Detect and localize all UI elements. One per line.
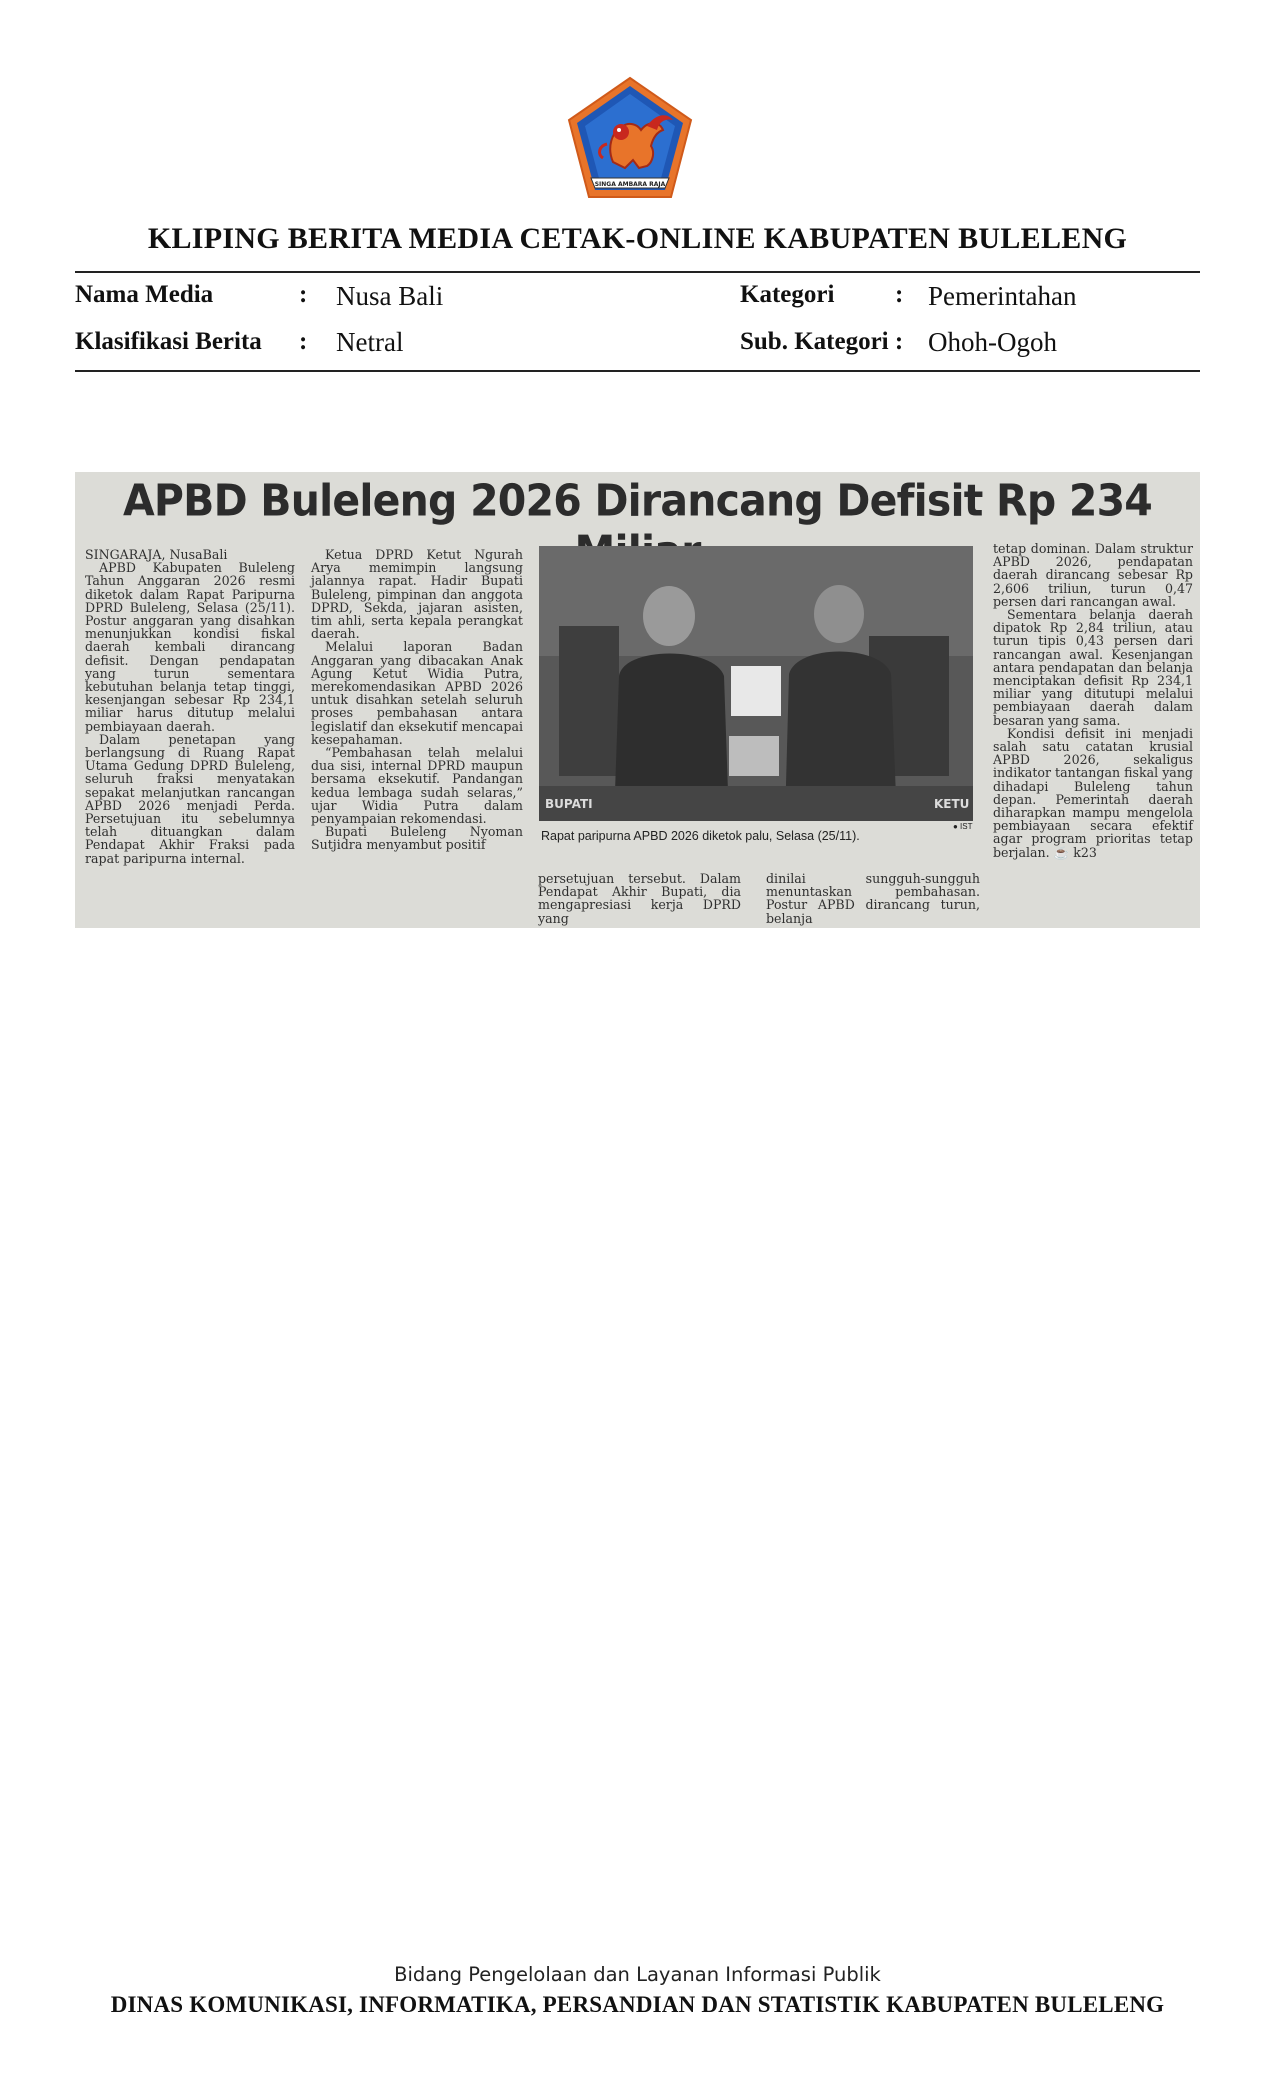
article-column-5 bbox=[993, 542, 1193, 859]
article-photo bbox=[539, 546, 973, 821]
article-dateline: SINGARAJA, NusaBali bbox=[85, 547, 228, 562]
page-title: KLIPING BERITA MEDIA CETAK-ONLINE KABUPATEN BULELENG bbox=[147, 222, 1128, 255]
logo-ribbon-text: SINGA AMBARA RAJA bbox=[594, 181, 666, 188]
article-paragraph: APBD Kabupaten Buleleng Tahun Anggaran 2026 resmi diketok dalam Rapat Paripurna DPRD Buleleng, Selasa (25/11). Postur anggaran yang disahkan menunjukkan kondisi fiskal daerah kembali dirancang defisit. Dengan pendapatan yang turun sementara kebutuhan belanja tetap tinggi, kesenjangan sebesar Rp 234,1 miliar harus ditutup melalui pembiayaan daerah. bbox=[85, 560, 295, 734]
photo-credit: ● IST bbox=[953, 822, 973, 831]
article-paragraph: Kondisi defisit ini menjadi salah satu catatan krusial APBD 2026, sekaligus indikator tantangan fiskal yang dihadapi Buleleng tahun depan. Pemerintah daerah diharapkan mampu mengelola pembiayaan secara efektif agar program prioritas tetap berjalan. ☕ k23 bbox=[993, 725, 1193, 860]
article-column-2 bbox=[311, 548, 523, 852]
article-headline: APBD Buleleng 2026 Dirancang Defisit Rp 234 bbox=[122, 475, 1153, 526]
nama-media-colon: : bbox=[299, 281, 308, 308]
article-paragraph: dinilai sungguh-sungguh menuntaskan pembahasan. Postur APBD dirancang turun, belanja bbox=[766, 871, 980, 926]
kategori-value: Pemerintahan bbox=[928, 281, 1077, 311]
photo-banner-right: KETU bbox=[934, 797, 970, 811]
klasifikasi-label: Klasifikasi Berita bbox=[75, 328, 262, 355]
footer-agency: DINAS KOMUNIKASI, INFORMATIKA, PERSANDIAN DAN STATISTIK KABUPATEN BULELENG bbox=[110, 1992, 1165, 2017]
sub-kategori-label: Sub. Kategori : bbox=[740, 328, 904, 355]
nama-media-label: Nama Media bbox=[75, 281, 214, 308]
article-paragraph: Dalam penetapan yang berlangsung di Ruang Rapat Utama Gedung DPRD Buleleng, seluruh fraksi menyatakan sepakat melanjutkan rancangan APBD 2026 menjadi Perda. Persetujuan itu sebelumnya telah dituangkan dalam Pendapat Akhir Fraksi pada rapat paripurna internal. bbox=[85, 731, 295, 866]
article-paragraph: tetap dominan. Dalam struktur APBD 2026, pendapatan daerah dirancang sebesar Rp 2,606 triliun, turun 0,47 persen dari rancangan awal. bbox=[993, 541, 1193, 609]
kabupaten-buleleng-emblem-icon bbox=[563, 74, 697, 201]
header-divider-top bbox=[75, 271, 1200, 273]
sub-kategori-value: Ohoh-Ogoh bbox=[928, 327, 1057, 357]
photo-caption: Rapat paripurna APBD 2026 diketok palu, Selasa (25/11). bbox=[541, 829, 860, 843]
photo-banner-left: BUPATI bbox=[545, 797, 593, 811]
article-paragraph: persetujuan tersebut. Dalam Pendapat Akhir Bupati, dia mengapresiasi kerja DPRD yang bbox=[538, 871, 741, 926]
footer-department: Bidang Pengelolaan dan Layanan Informasi Publik bbox=[394, 1963, 881, 1986]
article-column-3 bbox=[538, 872, 741, 925]
klasifikasi-colon: : bbox=[299, 328, 308, 355]
klasifikasi-value: Netral bbox=[336, 327, 404, 357]
article-column-4 bbox=[766, 872, 980, 925]
article-column-1 bbox=[85, 548, 295, 865]
newspaper-clipping bbox=[75, 472, 1200, 928]
article-paragraph: Bupati Buleleng Nyoman Sutjidra menyambut positif bbox=[311, 824, 523, 853]
article-paragraph: “Pembahasan telah melalui dua sisi, internal DPRD maupun bersama eksekutif. Pandangan kedua lembaga sudah selaras,” ujar Widia Putra dalam penyampaian rekomendasi. bbox=[311, 745, 523, 827]
article-paragraph: Ketua DPRD Ketut Ngurah Arya memimpin langsung jalannya rapat. Hadir Bupati Buleleng, pimpinan dan anggota DPRD, Sekda, jajaran asisten, tim ahli, serta kepala perangkat daerah. bbox=[311, 547, 523, 642]
header-divider-bottom bbox=[75, 370, 1200, 372]
kategori-label: Kategori bbox=[740, 281, 835, 308]
nama-media-value: Nusa Bali bbox=[336, 281, 444, 311]
article-paragraph: Sementara belanja daerah dipatok Rp 2,84 triliun, atau turun tipis 0,43 persen dari rancangan awal. Kesenjangan antara pendapatan dan belanja menciptakan defisit Rp 234,1 miliar yang ditutupi melalui pembiayaan daerah dalam besaran yang sama. bbox=[993, 607, 1193, 728]
article-paragraph: Melalui laporan Badan Anggaran yang dibacakan Anak Agung Ketut Widia Putra, merekomendasikan APBD 2026 untuk disahkan setelah seluruh proses pembahasan antara legislatif dan eksekutif mencapai kesepahaman. bbox=[311, 639, 523, 747]
kategori-colon: : bbox=[895, 281, 904, 308]
